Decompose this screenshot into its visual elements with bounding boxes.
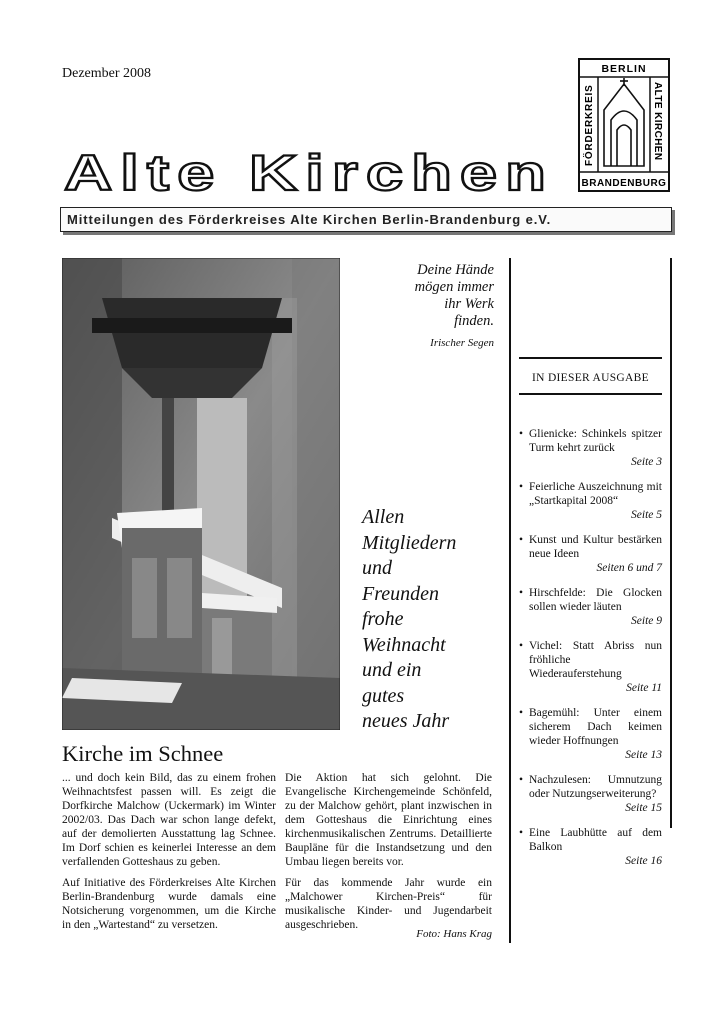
- contents-item-page: Seite 16: [625, 855, 662, 867]
- motto-line: ihr Werk: [444, 296, 494, 312]
- greeting-line: und: [362, 557, 392, 579]
- article-column-2: [285, 771, 492, 939]
- column-divider: [509, 258, 511, 943]
- contents-item-text: Eine Laubhütte auf dem Balkon: [529, 827, 662, 853]
- contents-item-page: Seite 5: [631, 509, 662, 521]
- association-logo: [578, 58, 670, 192]
- contents-item: [519, 533, 662, 575]
- contents-item: [519, 773, 662, 815]
- issue-date: Dezember 2008: [62, 66, 152, 81]
- contents-item-text: Vichel: Statt Abriss nun fröhliche Wiederauferstehung: [529, 640, 662, 680]
- article-paragraph: Auf Initiative des Förderkreises Alte Kirchen Berlin-Brandenburg wurde damals eine Notsicherung vorgenommen, um die Kirche in den „Wartestand“ zu versetzen.: [62, 877, 276, 931]
- greeting-line: Allen: [362, 506, 405, 528]
- masthead-title: [60, 140, 560, 200]
- contents-item-text: Feierliche Auszeichnung mit „Startkapital 2008“: [529, 481, 662, 507]
- contents-item-text: Bagemühl: Unter einem sicherem Dach keimen wieder Hoffnungen: [529, 707, 662, 747]
- article-paragraph: ... und doch kein Bild, das zu einem frohen Weihnachtsfest passen will. Es zeigt die Dorfkirche Malchow (Uckermark) im Winter 2002/03. Das Dach war schon lange defekt, auf der demolierten Ausstattung lag Schnee. Im Dorf schien es keinerlei Interesse an dem verfallenden Gotteshaus zu geben.: [62, 772, 276, 868]
- logo-text-left: FÖRDERKREIS: [584, 84, 595, 166]
- contents-item-text: Glienicke: Schinkels spitzer Turm kehrt zurück: [529, 428, 662, 454]
- contents-item-text: Hirschfelde: Die Glocken sollen wieder läuten: [529, 587, 662, 613]
- contents-list: [519, 427, 662, 879]
- motto-source: Irischer Segen: [430, 337, 494, 349]
- logo-text-bottom: BRANDENBURG: [581, 178, 667, 189]
- motto-quote: [390, 262, 494, 330]
- greeting-line: neues Jahr: [362, 710, 450, 732]
- greeting-line: Weihnacht: [362, 633, 446, 656]
- contents-item: [519, 427, 662, 469]
- article-paragraph: Die Aktion hat sich gelohnt. Die Evangelische Kirchengemeinde Schönfeld, zu der Malchow gehört, plant inzwischen in dem Gotteshaus die Einrichtung eines kirchenmusikalischen Zentrums. Detaillierte Baupläne für die Instandsetzung und den Umbau liegen bereits vor.: [285, 772, 492, 868]
- subtitle-bar: [60, 207, 672, 232]
- article-column-1: [62, 771, 276, 939]
- sidebar-rule-bottom: [519, 393, 662, 395]
- article-paragraph: Für das kommende Jahr wurde ein „Malchower Kirchen-Preis“ für musikalische Kinder- und Jugendarbeit ausgeschrieben.: [285, 877, 492, 931]
- logo-text-top: BERLIN: [601, 63, 647, 75]
- pulpit-photo: [62, 258, 340, 730]
- contents-item: [519, 586, 662, 628]
- contents-item-page: Seite 15: [625, 802, 662, 814]
- article-headline: Kirche im Schnee: [62, 741, 224, 766]
- photo-credit: Foto: Hans Krag: [416, 928, 492, 940]
- contents-item-page: Seiten 6 und 7: [596, 562, 662, 574]
- masthead-title-text: Alte Kirchen: [64, 145, 554, 200]
- sidebar-title: IN DIESER AUSGABE: [532, 372, 649, 384]
- greeting-line: und ein: [362, 659, 422, 681]
- subtitle-text: Mitteilungen des Förderkreises Alte Kirchen Berlin-Brandenburg e.V.: [67, 212, 552, 227]
- contents-item: [519, 639, 662, 695]
- greeting-line: frohe: [362, 608, 404, 630]
- contents-item-page: Seite 13: [625, 749, 662, 761]
- contents-item-text: Nachzulesen: Umnutzung oder Nutzungserweiterung?: [529, 774, 662, 800]
- motto-line: finden.: [454, 313, 494, 329]
- sidebar-border: [670, 258, 672, 828]
- holiday-greeting: [362, 505, 502, 735]
- contents-item-text: Kunst und Kultur bestärken neue Ideen: [529, 534, 662, 560]
- motto-line: Deine Hände: [417, 262, 494, 278]
- sidebar-rule-top: [519, 357, 662, 359]
- greeting-line: Freunden: [362, 582, 440, 605]
- greeting-line: gutes: [362, 684, 405, 707]
- contents-item-page: Seite 9: [631, 615, 662, 627]
- logo-text-right: ALTE KIRCHEN: [652, 82, 663, 161]
- contents-item-page: Seite 3: [631, 456, 662, 468]
- contents-item: [519, 706, 662, 762]
- contents-item-page: Seite 11: [626, 682, 662, 694]
- motto-line: mögen immer: [414, 279, 494, 295]
- contents-item: [519, 826, 662, 868]
- greeting-line: Mitgliedern: [362, 531, 457, 554]
- contents-item: [519, 480, 662, 522]
